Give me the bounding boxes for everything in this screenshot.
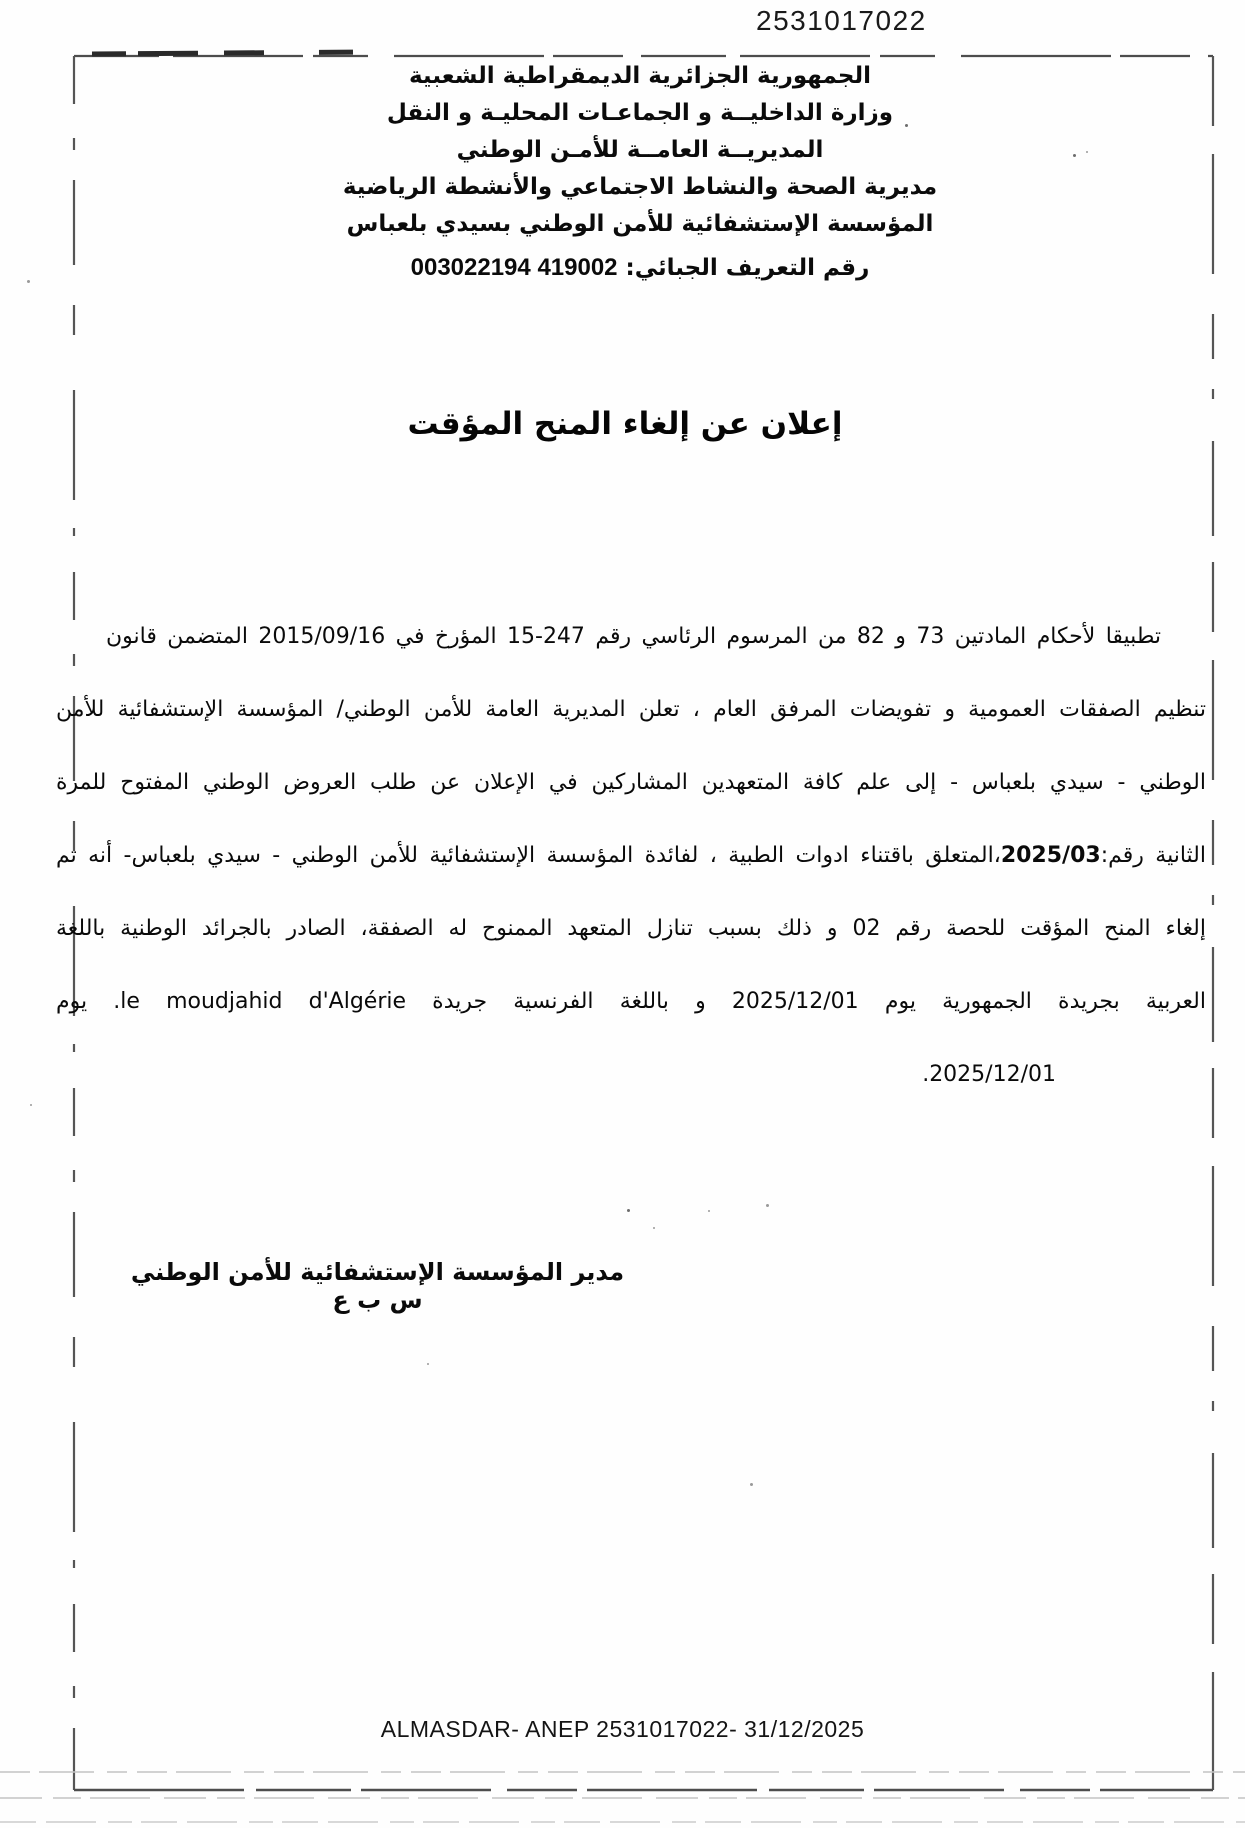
tender-number-bold: 2025/03	[1000, 843, 1101, 868]
scan-speck	[427, 1363, 429, 1365]
body-line-3: الوطني - سيدي بلعباس - إلى علم كافة المتعهدين المشاركين في الإعلان عن طلب العروض الوطني المفتوح للمرة	[56, 770, 1206, 795]
tax-id-label: رقم التعريف الجبائي:	[625, 255, 870, 281]
scan-speck	[1086, 151, 1088, 153]
footer-anep-reference: ALMASDAR- ANEP 2531017022- 31/12/2025	[380, 1716, 865, 1742]
body-line-5: إلغاء المنح المؤقت للحصة رقم 02 و ذلك بسبب تنازل المتعهد الممنوح له الصفقة، الصادر بالجرائد الوطنية باللغة	[56, 916, 1206, 941]
body-line-1: تطبيقا لأحكام المادتين 73 و 82 من المرسوم الرئاسي رقم 247-15 المؤرخ في 2015/09/16 المتضمن قانون	[106, 624, 1161, 649]
letterhead	[70, 58, 1210, 284]
body-line-4-post: ،المتعلق باقتناء ادوات الطبية ، لفائدة المؤسسة الإستشفائية للأمن الوطني - سيدي بلعباس- أنه تم	[56, 843, 1001, 868]
body-line-2: تنظيم الصفقات العمومية و تفويضات المرفق العام ، تعلن المديرية العامة للأمن الوطني/ المؤسسة الإستشفائية للأمن	[56, 697, 1206, 722]
body-line-4	[56, 841, 1206, 871]
tax-id-line	[70, 252, 1210, 284]
scan-speck	[766, 1204, 769, 1207]
letterhead-line-directorate: المديريــة العامــة للأمـن الوطني	[456, 137, 824, 163]
letterhead-line-hospital: المؤسسة الإستشفائية للأمن الوطني بسيدي بلعباس	[346, 211, 934, 237]
scan-speck	[750, 1483, 753, 1486]
body-line-7-date: 2025/12/01.	[922, 1062, 1056, 1087]
scan-speck	[627, 1209, 630, 1212]
scan-speck	[708, 1210, 710, 1212]
scan-speck	[653, 1227, 655, 1229]
letterhead-line-health-dept: مديرية الصحة والنشاط الاجتماعي والأنشطة الرياضية	[342, 174, 938, 200]
scan-speck	[1073, 154, 1076, 157]
letterhead-line-ministry: وزارة الداخليــة و الجماعـات المحليـة و النقل	[386, 100, 894, 126]
scan-speck	[27, 280, 30, 283]
body-line-4-pre: الثانية رقم:	[1100, 843, 1206, 868]
signature-line: مدير المؤسسة الإستشفائية للأمن الوطني س ب ع	[130, 1258, 625, 1314]
document-title: إعلان عن إلغاء المنح المؤقت	[407, 406, 843, 442]
scan-speck	[30, 1104, 32, 1106]
tax-id-number: 419002 003022194	[410, 254, 618, 281]
letterhead-line-republic: الجمهورية الجزائرية الديمقراطية الشعبية	[408, 63, 872, 89]
anep-number-top: 2531017022	[756, 5, 927, 36]
announcement-body	[56, 622, 1206, 1133]
scan-speck	[905, 124, 908, 127]
body-line-6: العربية بجريدة الجمهورية يوم 2025/12/01 و باللغة الفرنسية جريدة le moudjahid d'Algérie. يوم	[56, 989, 1206, 1014]
